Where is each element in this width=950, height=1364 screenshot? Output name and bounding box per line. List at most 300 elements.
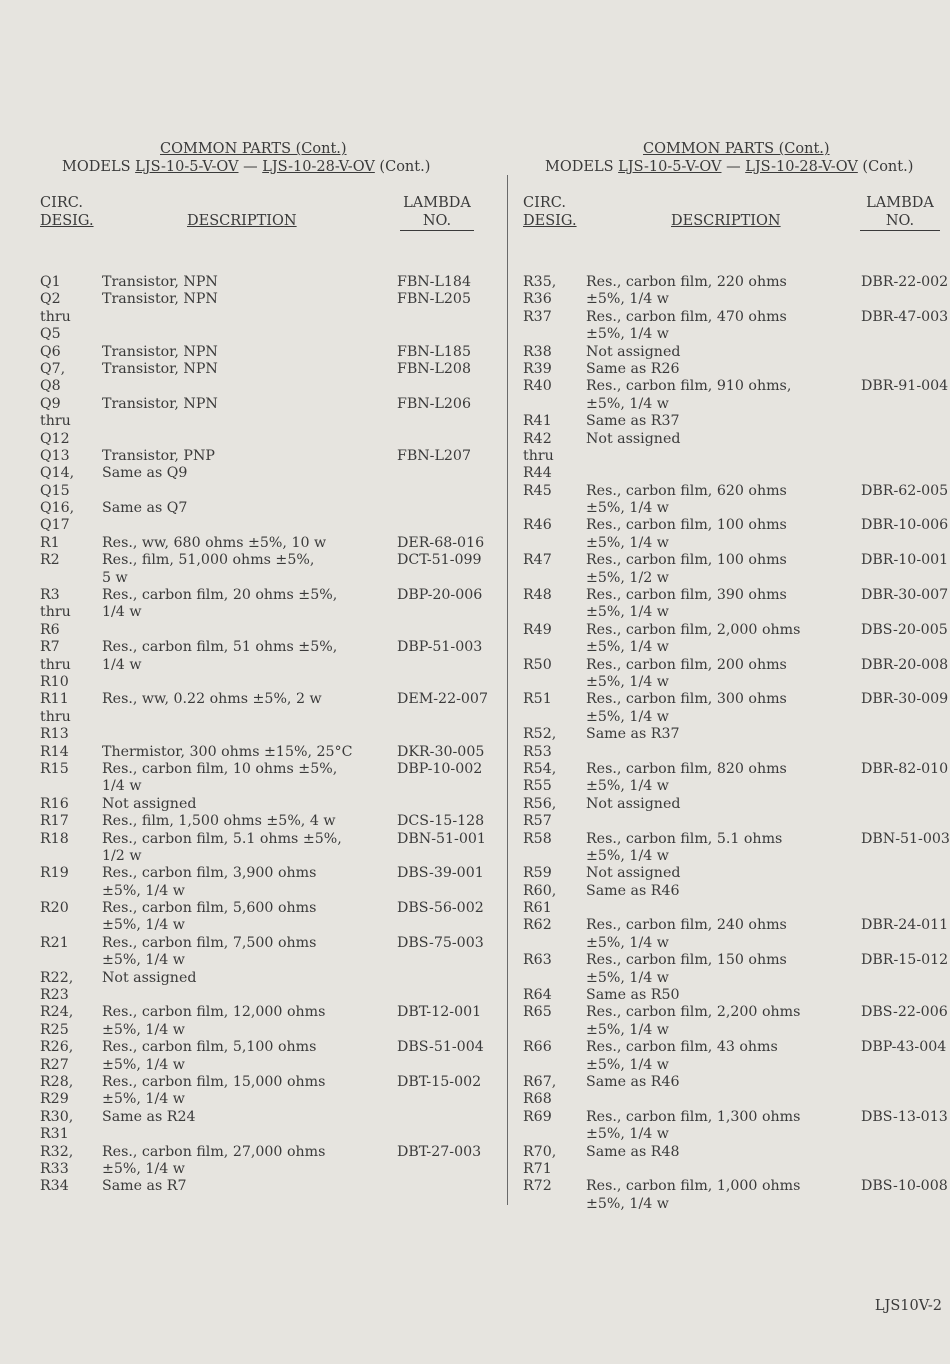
circuit-designation: R26,	[40, 1039, 74, 1056]
circuit-designation: R66	[523, 1039, 552, 1056]
table-row	[523, 848, 950, 865]
circuit-designation: R30,	[40, 1108, 74, 1125]
table-row	[523, 657, 950, 674]
header-lambda-no	[400, 194, 474, 231]
circuit-designation: R17	[40, 813, 69, 830]
table-row	[40, 691, 495, 708]
model-a: LJS-10-5-V-OV	[135, 159, 239, 175]
part-description: Res., carbon film, 620 ohms	[586, 482, 787, 499]
part-description: ±5%, 1/4 w	[102, 1021, 185, 1038]
lambda-part-number: DBT-15-002	[397, 1073, 482, 1090]
part-description: ±5%, 1/4 w	[586, 326, 669, 343]
header-circ-1: CIRC.	[523, 195, 566, 211]
table-row	[523, 709, 950, 726]
page-number: LJS10V-2	[874, 1298, 942, 1314]
table-row	[40, 778, 495, 795]
part-description: Res., carbon film, 5,100 ohms	[102, 1039, 317, 1056]
table-row	[523, 1109, 950, 1126]
table-row	[523, 465, 950, 482]
part-description: Same as R48	[586, 1143, 680, 1160]
circuit-designation: R34	[40, 1178, 69, 1195]
part-description: Same as R46	[586, 1073, 680, 1090]
part-description: 5 w	[102, 569, 128, 586]
part-description: Same as R24	[102, 1108, 196, 1125]
title-text: COMMON PARTS (Cont.)	[643, 141, 830, 157]
circuit-designation: R13	[40, 726, 69, 743]
table-row	[40, 848, 495, 865]
circuit-designation: R65	[523, 1004, 552, 1021]
part-description: ±5%, 1/4 w	[586, 291, 669, 308]
circuit-designation: thru	[523, 447, 554, 464]
table-row	[40, 274, 495, 291]
models-line	[523, 158, 950, 176]
table-row	[40, 1022, 495, 1039]
table-row	[40, 622, 495, 639]
circuit-designation: R60,	[523, 882, 557, 899]
circuit-designation: R70,	[523, 1143, 557, 1160]
column-headers	[40, 194, 495, 250]
circuit-designation: R6	[40, 621, 60, 638]
header-lambda-1: LAMBDA	[403, 195, 471, 211]
table-row	[40, 344, 495, 361]
circuit-designation: R36	[523, 291, 552, 308]
part-description: Same as Q7	[102, 500, 188, 517]
table-row	[523, 1057, 950, 1074]
circuit-designation: R29	[40, 1091, 69, 1108]
part-description: ±5%, 1/4 w	[586, 1126, 669, 1143]
title-text: COMMON PARTS (Cont.)	[160, 141, 347, 157]
header-lambda-2: NO.	[400, 212, 474, 231]
table-row	[40, 361, 495, 378]
part-description: Transistor, NPN	[102, 395, 218, 412]
part-description: Same as R37	[586, 726, 680, 743]
circuit-designation: R14	[40, 743, 69, 760]
header-circ-desig	[40, 194, 94, 230]
lambda-part-number: DBT-27-003	[397, 1143, 482, 1160]
part-description: Res., ww, 0.22 ohms ±5%, 2 w	[102, 691, 322, 708]
lambda-part-number: FBN-L207	[397, 447, 471, 464]
lambda-part-number: DBR-20-008	[861, 656, 949, 673]
table-row	[523, 1074, 950, 1091]
part-description: 1/4 w	[102, 604, 142, 621]
part-description: ±5%, 1/4 w	[586, 1056, 669, 1073]
lambda-part-number: DBN-51-001	[397, 830, 486, 847]
part-description: Res., carbon film, 100 ohms	[586, 552, 787, 569]
part-description: ±5%, 1/4 w	[102, 882, 185, 899]
circuit-designation: R53	[523, 743, 552, 760]
header-description: DESCRIPTION	[187, 213, 297, 229]
table-row	[523, 1126, 950, 1143]
part-description: Same as R26	[586, 360, 680, 377]
table-row	[523, 674, 950, 691]
table-row	[40, 1126, 495, 1143]
table-row	[40, 865, 495, 882]
circuit-designation: R62	[523, 917, 552, 934]
circuit-designation: R45	[523, 482, 552, 499]
part-description: Same as Q9	[102, 465, 188, 482]
circuit-designation: R24,	[40, 1004, 74, 1021]
part-description: Res., carbon film, 1,000 ohms	[586, 1178, 801, 1195]
table-row	[40, 709, 495, 726]
circuit-designation: Q2	[40, 291, 61, 308]
part-description: Res., carbon film, 200 ohms	[586, 656, 787, 673]
part-description: Res., carbon film, 240 ohms	[586, 917, 787, 934]
lambda-part-number: DBR-22-002	[861, 274, 949, 290]
part-description: Res., carbon film, 3,900 ohms	[102, 865, 317, 882]
table-row	[523, 796, 950, 813]
circuit-designation: R11	[40, 691, 69, 708]
lambda-part-number: DCS-15-128	[397, 813, 485, 830]
part-description: ±5%, 1/4 w	[586, 534, 669, 551]
part-description: ±5%, 1/4 w	[586, 1195, 669, 1212]
circuit-designation: R2	[40, 552, 60, 569]
circuit-designation: R18	[40, 830, 69, 847]
models-line	[40, 158, 495, 176]
part-description: Same as R46	[586, 882, 680, 899]
table-row	[40, 883, 495, 900]
table-row	[40, 587, 495, 604]
part-description: Res., carbon film, 2,200 ohms	[586, 1004, 801, 1021]
part-description: Res., carbon film, 910 ohms,	[586, 378, 792, 395]
table-row	[523, 483, 950, 500]
table-row	[523, 1039, 950, 1056]
circuit-designation: R69	[523, 1108, 552, 1125]
part-description: Res., carbon film, 20 ohms ±5%,	[102, 587, 338, 604]
part-description: ±5%, 1/4 w	[586, 395, 669, 412]
lambda-part-number: DBR-82-010	[861, 760, 949, 777]
circuit-designation: R52,	[523, 726, 557, 743]
column-headers	[523, 194, 950, 250]
table-row	[523, 1178, 950, 1195]
table-row	[40, 1091, 495, 1108]
circuit-designation: thru	[40, 604, 71, 621]
table-row	[40, 465, 495, 482]
lambda-part-number: DBP-43-004	[861, 1039, 947, 1056]
table-row	[40, 500, 495, 517]
lambda-part-number: DBR-10-001	[861, 552, 949, 569]
part-description: Res., carbon film, 12,000 ohms	[102, 1004, 326, 1021]
circuit-designation: R44	[523, 465, 552, 482]
table-row	[40, 744, 495, 761]
table-row	[523, 726, 950, 743]
table-row	[523, 517, 950, 534]
table-row	[40, 309, 495, 326]
circuit-designation: R55	[523, 778, 552, 795]
models-prefix: MODELS	[545, 159, 619, 175]
part-description: Transistor, PNP	[102, 447, 215, 464]
table-row	[523, 691, 950, 708]
table-row	[40, 761, 495, 778]
table-row	[40, 935, 495, 952]
table-row	[523, 361, 950, 378]
table-row	[523, 813, 950, 830]
part-description: Res., ww, 680 ohms ±5%, 10 w	[102, 534, 327, 551]
circuit-designation: R57	[523, 813, 552, 830]
part-description: Res., carbon film, 1,300 ohms	[586, 1108, 801, 1125]
lambda-part-number: FBN-L205	[397, 291, 471, 308]
section-title	[523, 140, 950, 158]
header-lambda-1: LAMBDA	[866, 195, 934, 211]
part-description: ±5%, 1/4 w	[586, 778, 669, 795]
table-row	[40, 535, 495, 552]
column-divider	[507, 175, 508, 1205]
lambda-part-number: DBR-24-011	[861, 917, 949, 934]
model-b: LJS-10-28-V-OV	[745, 159, 858, 175]
section-title	[40, 140, 495, 158]
table-row	[523, 952, 950, 969]
header-lambda-no	[860, 194, 940, 231]
circuit-designation: R72	[523, 1178, 552, 1195]
table-row	[523, 500, 950, 517]
part-description: Res., carbon film, 51 ohms ±5%,	[102, 639, 338, 656]
table-row	[40, 813, 495, 830]
part-description: ±5%, 1/4 w	[586, 1021, 669, 1038]
lambda-part-number: DBP-20-006	[397, 587, 483, 604]
circuit-designation: R47	[523, 552, 552, 569]
table-row	[40, 1109, 495, 1126]
part-description: ±5%, 1/2 w	[586, 569, 669, 586]
part-description: Not assigned	[102, 795, 197, 812]
part-description: Res., carbon film, 150 ohms	[586, 952, 787, 969]
part-description: Res., carbon film, 5.1 ohms ±5%,	[102, 830, 342, 847]
table-row	[523, 935, 950, 952]
circuit-designation: Q5	[40, 326, 61, 343]
part-description: Not assigned	[586, 430, 681, 447]
circuit-designation: R67,	[523, 1073, 557, 1090]
table-row	[523, 413, 950, 430]
part-description: Res., carbon film, 10 ohms ±5%,	[102, 760, 338, 777]
lambda-part-number: DKR-30-005	[397, 743, 485, 760]
table-row	[40, 291, 495, 308]
table-row	[40, 831, 495, 848]
table-row	[523, 604, 950, 621]
circuit-designation: R61	[523, 900, 552, 917]
circuit-designation: R35,	[523, 274, 557, 290]
lambda-part-number: DBS-13-013	[861, 1108, 948, 1125]
table-row	[40, 1178, 495, 1195]
circuit-designation: R71	[523, 1160, 552, 1177]
circuit-designation: R31	[40, 1126, 69, 1143]
lambda-part-number: DBS-10-008	[861, 1178, 948, 1195]
table-row	[40, 396, 495, 413]
circuit-designation: thru	[40, 708, 71, 725]
table-row	[40, 917, 495, 934]
table-row	[40, 726, 495, 743]
part-description: ±5%, 1/4 w	[102, 1056, 185, 1073]
part-description: Res., carbon film, 15,000 ohms	[102, 1073, 326, 1090]
table-row	[40, 952, 495, 969]
lambda-part-number: DBN-51-003	[861, 830, 950, 847]
lambda-part-number: DBR-15-012	[861, 952, 949, 969]
part-description: Same as R50	[586, 987, 680, 1004]
model-b: LJS-10-28-V-OV	[262, 159, 375, 175]
part-description: ±5%, 1/4 w	[586, 500, 669, 517]
lambda-part-number: DBR-30-009	[861, 691, 949, 708]
circuit-designation: R10	[40, 673, 69, 690]
circuit-designation: R32,	[40, 1143, 74, 1160]
header-circ-1: CIRC.	[40, 195, 83, 211]
part-description: ±5%, 1/4 w	[586, 708, 669, 725]
table-row	[523, 1004, 950, 1021]
part-description: Transistor, NPN	[102, 343, 218, 360]
part-description: ±5%, 1/4 w	[586, 969, 669, 986]
part-description: ±5%, 1/4 w	[586, 673, 669, 690]
part-description: Res., carbon film, 27,000 ohms	[102, 1143, 326, 1160]
models-suffix: (Cont.)	[857, 159, 914, 175]
circuit-designation: Q12	[40, 430, 70, 447]
table-row	[40, 1039, 495, 1056]
circuit-designation: Q7,	[40, 360, 66, 377]
circuit-designation: R50	[523, 656, 552, 673]
table-row	[523, 309, 950, 326]
part-description: Res., carbon film, 5.1 ohms	[586, 830, 783, 847]
table-row	[523, 778, 950, 795]
lambda-part-number: FBN-L184	[397, 274, 471, 290]
lambda-part-number: DBS-20-005	[861, 621, 948, 638]
table-row	[40, 657, 495, 674]
circuit-designation: R46	[523, 517, 552, 534]
lambda-part-number: FBN-L185	[397, 343, 471, 360]
table-row	[523, 1144, 950, 1161]
table-row	[40, 431, 495, 448]
lambda-part-number: DBR-10-006	[861, 517, 949, 534]
parts-list	[523, 274, 950, 1213]
table-row	[40, 483, 495, 500]
lambda-part-number: DBR-47-003	[861, 308, 949, 325]
table-row	[523, 865, 950, 882]
circuit-designation: R37	[523, 308, 552, 325]
circuit-designation: Q6	[40, 343, 61, 360]
circuit-designation: Q8	[40, 378, 61, 395]
circuit-designation: R39	[523, 360, 552, 377]
circuit-designation: R41	[523, 413, 552, 430]
part-description: ±5%, 1/4 w	[586, 934, 669, 951]
circuit-designation: R16	[40, 795, 69, 812]
lambda-part-number: DBS-22-006	[861, 1004, 948, 1021]
circuit-designation: R27	[40, 1056, 69, 1073]
table-row	[523, 344, 950, 361]
circuit-designation: thru	[40, 308, 71, 325]
table-row	[523, 744, 950, 761]
header-circ-2: DESIG.	[40, 213, 94, 229]
table-row	[40, 987, 495, 1004]
header-lambda-2: NO.	[860, 212, 940, 231]
part-description: ±5%, 1/4 w	[102, 917, 185, 934]
part-description: 1/4 w	[102, 656, 142, 673]
part-description: Transistor, NPN	[102, 360, 218, 377]
table-row	[523, 987, 950, 1004]
lambda-part-number: DBP-10-002	[397, 760, 483, 777]
part-description: 1/4 w	[102, 778, 142, 795]
table-row	[523, 1022, 950, 1039]
model-a: LJS-10-5-V-OV	[618, 159, 722, 175]
table-row	[523, 883, 950, 900]
lambda-part-number: FBN-L206	[397, 395, 471, 412]
lambda-part-number: DCT-51-099	[397, 552, 482, 569]
table-row	[40, 326, 495, 343]
part-description: ±5%, 1/4 w	[102, 952, 185, 969]
lambda-part-number: DBS-51-004	[397, 1039, 484, 1056]
circuit-designation: R3	[40, 587, 60, 604]
lambda-part-number: DEM-22-007	[397, 691, 488, 708]
circuit-designation: Q15	[40, 482, 70, 499]
circuit-designation: R1	[40, 534, 60, 551]
table-row	[40, 1161, 495, 1178]
table-row	[523, 274, 950, 291]
table-row	[523, 900, 950, 917]
circuit-designation: R23	[40, 987, 69, 1004]
part-description: Not assigned	[586, 795, 681, 812]
table-row	[40, 796, 495, 813]
part-description: Res., carbon film, 470 ohms	[586, 308, 787, 325]
part-description: ±5%, 1/4 w	[586, 639, 669, 656]
table-row	[40, 448, 495, 465]
circuit-designation: R21	[40, 934, 69, 951]
part-description: Res., film, 1,500 ohms ±5%, 4 w	[102, 813, 336, 830]
part-description: Res., carbon film, 7,500 ohms	[102, 934, 317, 951]
part-description: Thermistor, 300 ohms ±15%, 25°C	[102, 743, 353, 760]
circuit-designation: R58	[523, 830, 552, 847]
part-description: Res., carbon film, 220 ohms	[586, 274, 787, 290]
part-description: ±5%, 1/4 w	[102, 1091, 185, 1108]
lambda-part-number: DBR-91-004	[861, 378, 949, 395]
table-row	[40, 900, 495, 917]
part-description: ±5%, 1/4 w	[102, 1160, 185, 1177]
circuit-designation: R68	[523, 1091, 552, 1108]
circuit-designation: R49	[523, 621, 552, 638]
circuit-designation: R22,	[40, 969, 74, 986]
lambda-part-number: DBS-56-002	[397, 900, 484, 917]
circuit-designation: R25	[40, 1021, 69, 1038]
table-row	[40, 1057, 495, 1074]
part-description: Res., carbon film, 5,600 ohms	[102, 900, 317, 917]
models-dash: —	[721, 159, 746, 175]
circuit-designation: thru	[40, 656, 71, 673]
left-column	[40, 140, 495, 1196]
circuit-designation: R19	[40, 865, 69, 882]
circuit-designation: R56,	[523, 795, 557, 812]
table-row	[523, 291, 950, 308]
circuit-designation: R54,	[523, 760, 557, 777]
circuit-designation: R42	[523, 430, 552, 447]
circuit-designation: R59	[523, 865, 552, 882]
circuit-designation: R40	[523, 378, 552, 395]
table-row	[523, 378, 950, 395]
part-description: Res., carbon film, 820 ohms	[586, 760, 787, 777]
table-row	[523, 326, 950, 343]
part-description: Same as R7	[102, 1178, 187, 1195]
table-row	[523, 570, 950, 587]
right-column	[523, 140, 950, 1213]
circuit-designation: R51	[523, 691, 552, 708]
circuit-designation: R20	[40, 900, 69, 917]
lambda-part-number: FBN-L208	[397, 360, 471, 377]
table-row	[40, 413, 495, 430]
lambda-part-number: DBP-51-003	[397, 639, 483, 656]
lambda-part-number: DBT-12-001	[397, 1004, 482, 1021]
table-row	[40, 674, 495, 691]
table-row	[523, 639, 950, 656]
part-description: Not assigned	[586, 343, 681, 360]
part-description: Transistor, NPN	[102, 274, 218, 290]
part-description: Not assigned	[102, 969, 197, 986]
circuit-designation: Q9	[40, 395, 61, 412]
table-row	[523, 396, 950, 413]
table-row	[40, 378, 495, 395]
table-row	[40, 552, 495, 569]
table-row	[40, 1074, 495, 1091]
part-description: Res., carbon film, 2,000 ohms	[586, 621, 801, 638]
